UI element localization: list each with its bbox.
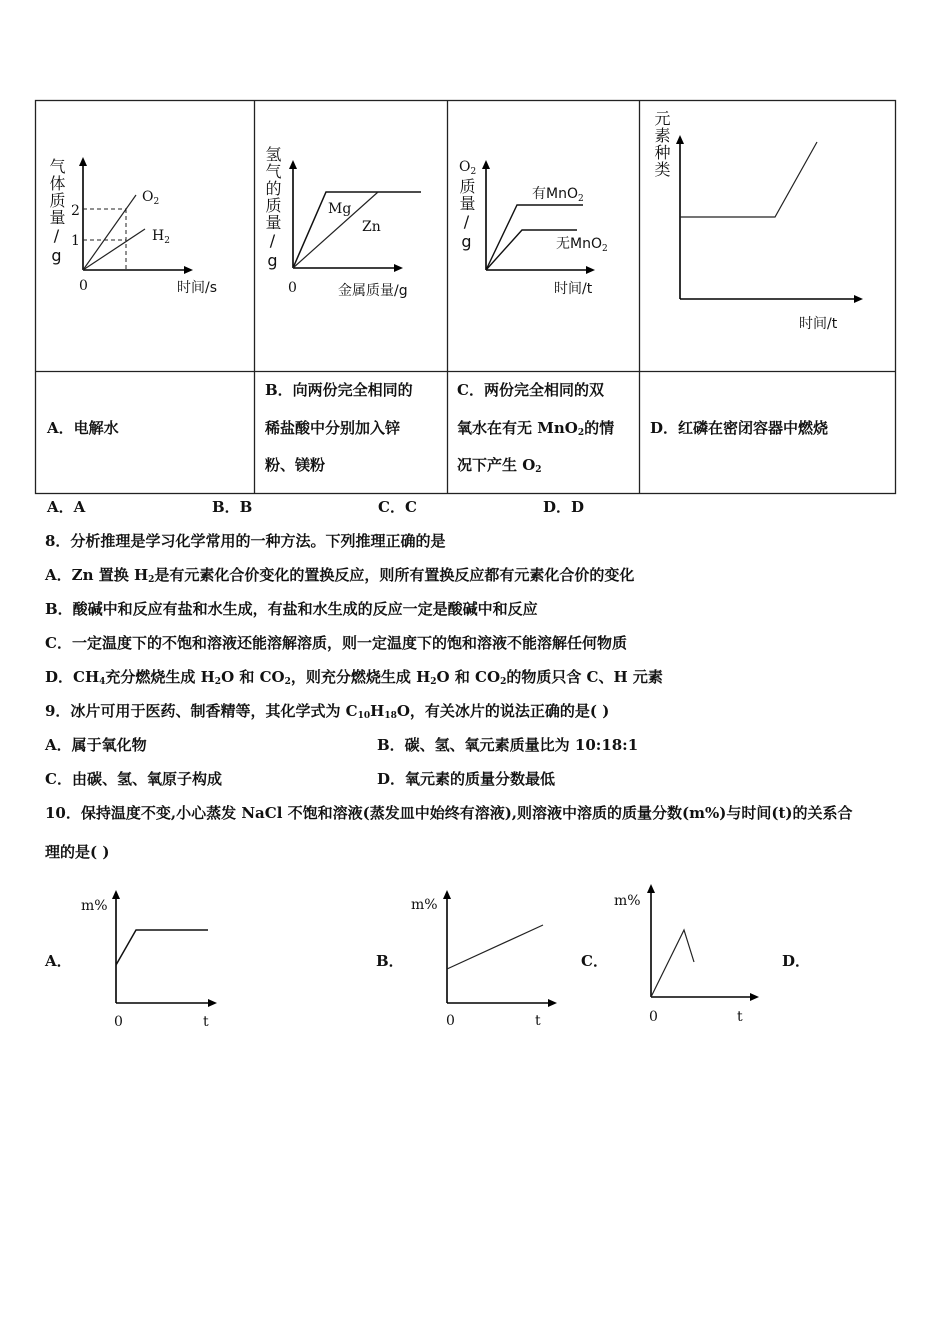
text-segment: 9．冰片可用于医药、制香精等，其化学式为 C (45, 702, 358, 720)
q10-option-c[interactable]: C． (581, 952, 608, 970)
x-axis-label: 时间/s (177, 280, 218, 296)
text-segment: 氧水在有无 MnO (457, 419, 578, 437)
q9-option-b[interactable] (377, 735, 638, 755)
y-axis-arrow (647, 884, 655, 893)
graph-d-y-axis-label: 元素种类 (652, 110, 671, 178)
graph-c-y-axis-label: 质量/g (457, 178, 476, 252)
text-segment: 的物质只含 C、H 元素 (506, 668, 663, 686)
series-line (447, 925, 543, 969)
series-without-mno2-label: 无MnO$_2$ (556, 236, 608, 254)
x-axis-arrow (586, 266, 595, 274)
text-segment: 充分燃烧生成 H (105, 668, 215, 686)
q8-stem (45, 531, 445, 551)
q8-option-b[interactable] (45, 599, 538, 619)
graph-metal-acid (288, 160, 421, 299)
text-segment: 粉、镁粉 (265, 456, 326, 474)
subscript: 4 (99, 677, 106, 687)
y-axis-arrow (79, 157, 87, 166)
subscript: 2 (148, 575, 155, 585)
text-segment: O，有关冰片的说法正确的是( ) (396, 702, 610, 720)
q8-option-d[interactable] (45, 667, 663, 692)
text-segment: 稀盐酸中分别加入锌 (265, 419, 401, 437)
q8-option-a[interactable] (45, 565, 634, 590)
q8-option-c[interactable] (45, 633, 627, 653)
series-o2-label: $O_2$ (142, 189, 160, 207)
graph-mno2-catalyst (459, 159, 608, 297)
y-axis-label: m% (411, 897, 438, 913)
x-axis-label: t (535, 1013, 541, 1029)
text-segment: 是有元素化合价变化的置换反应，则所有置换反应都有元素化合价的变化 (154, 566, 635, 584)
q9-option-a[interactable] (45, 735, 147, 755)
q10-option-a[interactable]: A． (45, 952, 72, 970)
q7-answer-c[interactable]: C．C (378, 498, 417, 516)
text-segment: C．由碳、氢、氧原子构成 (45, 770, 222, 788)
x-axis-arrow (750, 993, 759, 1001)
series-zn-label: Zn (362, 219, 381, 235)
text-segment: D．氧元素的质量分数最低 (377, 770, 556, 788)
text-segment: ，则充分燃烧生成 H (290, 668, 431, 686)
q10-graph-a (81, 890, 217, 1030)
subscript: 10 (357, 711, 371, 721)
origin-label: 0 (114, 1014, 123, 1030)
graph-electrolysis (71, 157, 217, 296)
caption-b-line (265, 380, 413, 400)
q9-option-c[interactable] (45, 769, 222, 789)
text-segment: A．Zn 置换 H (45, 566, 149, 584)
text-segment: B．酸碱中和反应有盐和水生成，有盐和水生成的反应一定是酸碱中和反应 (45, 600, 538, 618)
x-axis-label: 时间/t (799, 316, 838, 332)
y-axis-arrow (289, 160, 297, 169)
x-axis-label: t (203, 1014, 209, 1030)
q9-stem (45, 701, 609, 726)
q10-stem (45, 803, 852, 823)
text-segment: B．碳、氢、氧元素质量比为 10:18:1 (377, 736, 639, 754)
text-segment: H (370, 702, 385, 720)
series-with-mno2-label: 有MnO$_2$ (532, 186, 584, 204)
text-segment: 8．分析推理是学习化学常用的一种方法。下列推理正确的是 (45, 532, 446, 550)
text-segment: C．两份完全相同的双 (457, 381, 604, 399)
series-h2-label: $H_2$ (152, 228, 170, 246)
origin-label: 0 (288, 280, 297, 296)
x-axis-arrow (854, 295, 863, 303)
graph-b-y-axis-label: 氢气的质量/g (263, 146, 282, 271)
subscript: 2 (500, 677, 507, 687)
series-line (116, 930, 208, 965)
q7-answer-b[interactable]: B．B (212, 498, 253, 516)
subscript: 2 (284, 677, 291, 687)
q10-stem-cont (45, 842, 109, 862)
q10-graphs (0, 870, 950, 1030)
text-segment: O 和 CO (221, 668, 285, 686)
graph-red-phosphorus (676, 135, 863, 332)
text-segment: 的情 (584, 419, 615, 437)
q7-answer-d[interactable]: D．D (543, 498, 585, 516)
q7-answer-a[interactable]: A．A (47, 498, 86, 516)
y-axis-formula: $O_2$ (459, 159, 477, 177)
caption-a (47, 418, 119, 438)
text-segment: C．一定温度下的不饱和溶液还能溶解溶质，则一定温度下的饱和溶液不能溶解任何物质 (45, 634, 627, 652)
text-segment: A．属于氧化物 (45, 736, 147, 754)
y-axis-label: m% (614, 893, 641, 909)
series-o2-line (83, 195, 136, 270)
text-segment: 理的是( ) (45, 843, 110, 861)
y-axis-arrow (443, 890, 451, 899)
x-axis-arrow (548, 999, 557, 1007)
series-h2-line (83, 229, 145, 270)
subscript: 2 (535, 465, 542, 475)
series-mg-line (293, 192, 421, 268)
q10-option-b[interactable]: B． (376, 952, 404, 970)
origin-label: 0 (446, 1013, 455, 1029)
x-axis-arrow (394, 264, 403, 272)
y-axis-label: m% (81, 898, 108, 914)
x-axis-arrow (208, 999, 217, 1007)
subscript: 18 (384, 711, 397, 721)
caption-c-line (457, 455, 542, 480)
q10-option-d[interactable]: D． (782, 952, 811, 970)
x-axis-label: 金属质量/g (338, 283, 408, 299)
origin-label: 0 (649, 1009, 658, 1025)
x-axis-label: 时间/t (554, 281, 593, 297)
y-tick-2: 2 (71, 203, 80, 219)
series-line (651, 930, 694, 997)
text-segment: A．电解水 (47, 419, 119, 437)
subscript: 2 (214, 677, 222, 687)
q10-graph-c (614, 884, 759, 1025)
y-axis-arrow (112, 890, 120, 899)
text-segment: D．CH (45, 668, 100, 686)
text-segment: 10．保持温度不变,小心蒸发 NaCl 不饱和溶液(蒸发皿中始终有溶液),则溶液中溶质的质量分数(m%)与时间(t)的关系合 (45, 804, 853, 822)
x-axis-label: t (737, 1009, 743, 1025)
graph-a-y-axis-label: 气体质量/g (47, 158, 66, 266)
subscript: 2 (577, 428, 585, 438)
series-mg-label: Mg (328, 201, 352, 217)
y-tick-1: 1 (71, 233, 80, 249)
caption-c-line (457, 380, 604, 400)
caption-b-line (265, 455, 325, 475)
caption-b-line (265, 418, 400, 438)
caption-c-line (457, 418, 614, 443)
text-segment: O 和 CO (436, 668, 501, 686)
caption-d (650, 418, 828, 438)
subscript: 2 (430, 677, 437, 687)
series-line (680, 142, 817, 217)
text-segment: B．向两份完全相同的 (265, 381, 413, 399)
q9-option-d[interactable] (377, 769, 555, 789)
y-axis-arrow (676, 135, 684, 144)
text-segment: D．红磷在密闭容器中燃烧 (650, 419, 829, 437)
q10-graph-b (411, 890, 557, 1029)
y-axis-arrow (482, 160, 490, 169)
origin-label: 0 (79, 278, 88, 294)
x-axis-arrow (184, 266, 193, 274)
text-segment: 况下产生 O (457, 456, 536, 474)
